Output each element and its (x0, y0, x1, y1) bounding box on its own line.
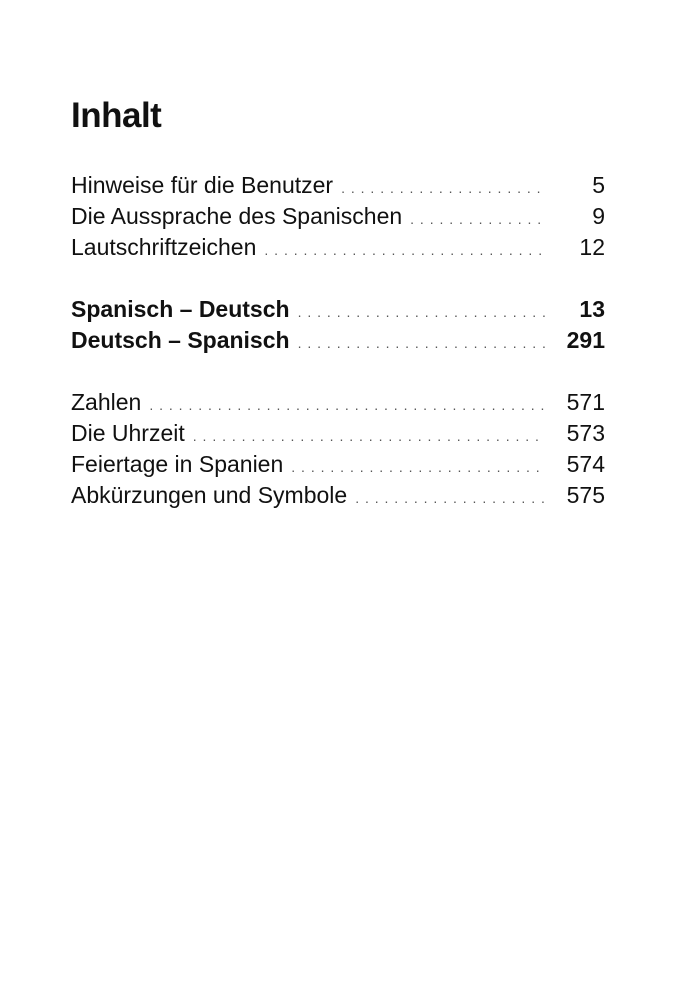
dot-leader (291, 452, 545, 483)
toc-entry-page: 291 (566, 327, 605, 353)
dot-leader (355, 483, 545, 514)
toc-entry (71, 480, 605, 511)
toc-entry-page: 571 (566, 389, 605, 415)
dot-leader (298, 328, 545, 359)
toc-entry-page: 5 (592, 172, 605, 198)
toc-group-intro (71, 170, 605, 263)
toc-entry-page: 12 (579, 234, 605, 260)
toc-entry-page: 9 (592, 203, 605, 229)
toc-entry-label: Zahlen (71, 389, 142, 415)
dot-leader (193, 421, 545, 452)
toc-entry-label: Feiertage in Spanien (71, 451, 284, 477)
toc-group-appendix (71, 387, 605, 511)
dot-leader (298, 297, 545, 328)
toc-entry-label: Spanisch – Deutsch (71, 296, 290, 322)
toc-entry-label: Die Aussprache des Spanischen (71, 203, 403, 229)
toc-entry (71, 325, 605, 356)
toc-entry-label: Hinweise für die Benutzer (71, 172, 334, 198)
toc-entry (71, 232, 605, 263)
toc-entry-page: 13 (579, 296, 605, 322)
toc-group-dictionary (71, 294, 605, 356)
toc-entry (71, 201, 605, 232)
toc-entry-page: 573 (566, 420, 605, 446)
toc-entry (71, 294, 605, 325)
toc-entry-page: 574 (566, 451, 605, 477)
table-of-contents (71, 170, 605, 511)
toc-entry-label: Abkürzungen und Symbole (71, 482, 348, 508)
toc-entry-label: Deutsch – Spanisch (71, 327, 290, 353)
dot-leader (341, 173, 545, 204)
dot-leader (264, 235, 545, 266)
toc-entry (71, 170, 605, 201)
dot-leader (410, 204, 545, 235)
dot-leader (149, 390, 545, 421)
toc-entry-page: 575 (566, 482, 605, 508)
toc-entry (71, 418, 605, 449)
toc-entry (71, 387, 605, 418)
toc-entry (71, 449, 605, 480)
toc-entry-label: Lautschriftzeichen (71, 234, 257, 260)
toc-entry-label: Die Uhrzeit (71, 420, 185, 446)
page-title: Inhalt (71, 96, 162, 135)
